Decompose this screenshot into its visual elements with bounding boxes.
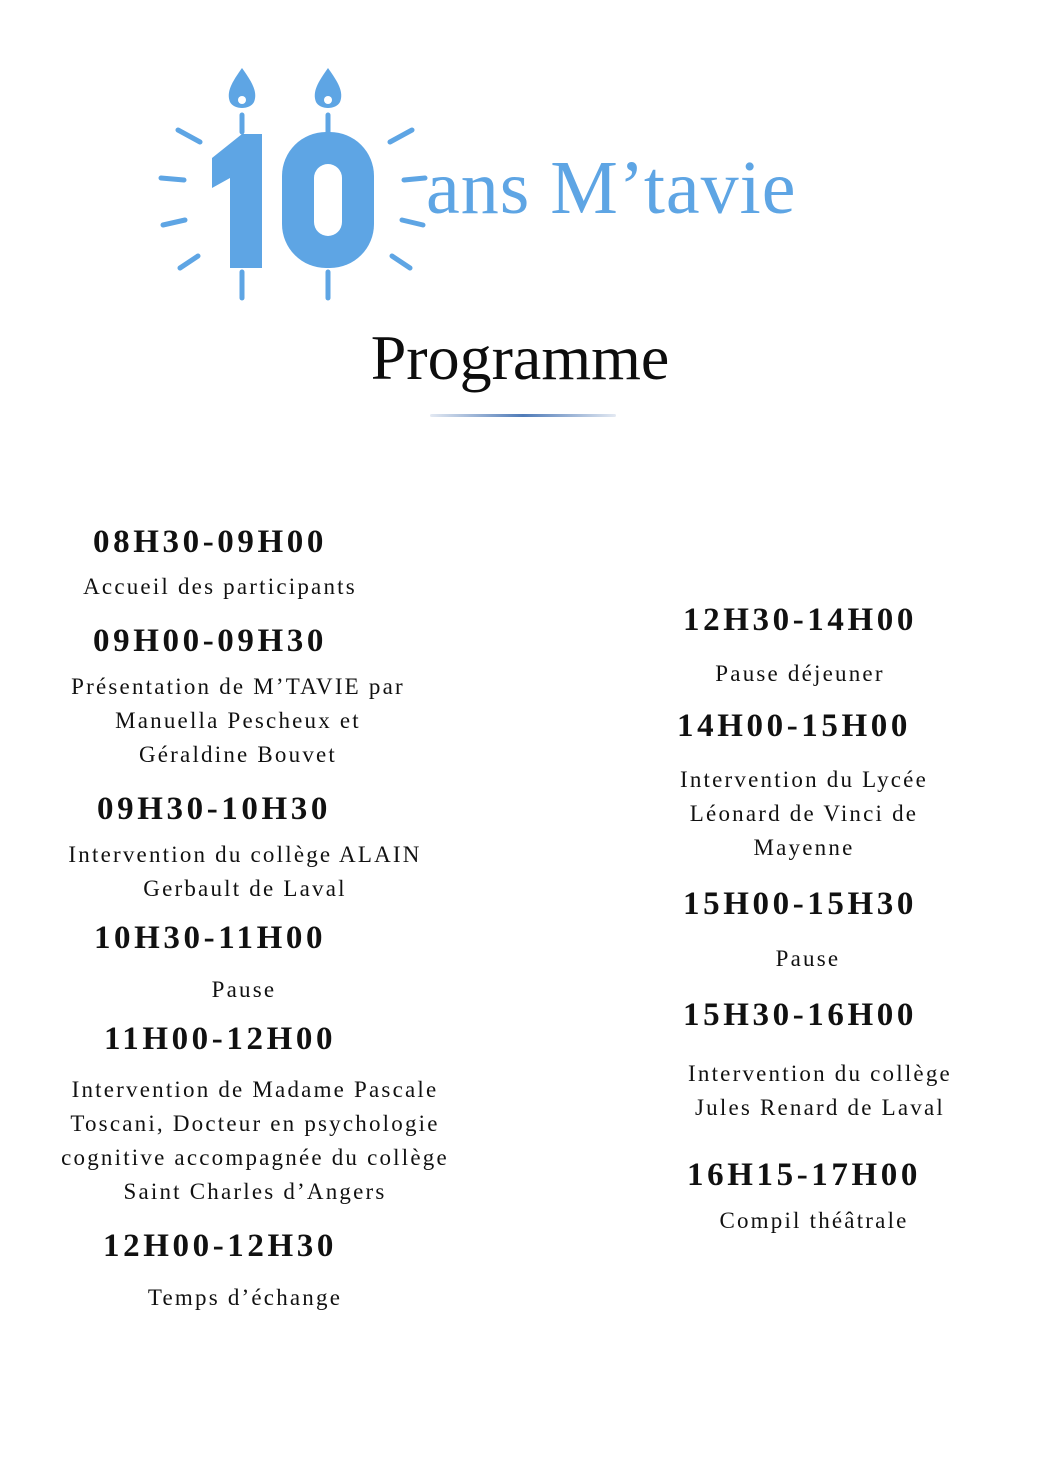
description-1500 (608, 942, 1008, 976)
ten-candles-logo-icon (150, 60, 440, 310)
desc-line: Accueil des participants (83, 574, 357, 599)
desc-line: Géraldine Bouvet (138, 742, 338, 767)
desc-line: Jules Renard de Laval (695, 1095, 945, 1120)
desc-line: Manuella Pescheux et (115, 708, 361, 733)
description-0900 (0, 670, 476, 772)
time-slot-1230: 12H30-14H00 (683, 602, 917, 638)
description-1100 (10, 1073, 500, 1209)
desc-line: Gerbault de Laval (143, 876, 347, 901)
description-1200 (45, 1281, 445, 1315)
description-0930 (10, 838, 480, 906)
time-slot-0830: 08H30-09H00 (93, 524, 327, 560)
desc-line: Mayenne (753, 835, 855, 860)
page-title: Programme (370, 322, 670, 393)
description-1230 (600, 657, 1000, 691)
desc-line: Temps d’échange (147, 1285, 343, 1310)
description-1615 (614, 1204, 1014, 1238)
desc-line: Saint Charles d’Angers (123, 1179, 387, 1204)
time-slot-0930: 09H30-10H30 (97, 791, 331, 827)
desc-line: Pause (211, 977, 277, 1002)
description-1400 (594, 763, 1014, 865)
time-slot-1530: 15H30-16H00 (683, 997, 917, 1033)
description-0830 (20, 570, 420, 604)
title-underline (430, 414, 616, 417)
desc-line: Léonard de Vinci de (689, 801, 919, 826)
desc-line: Toscani, Docteur en psychologie (70, 1111, 440, 1136)
time-slot-0900: 09H00-09H30 (93, 623, 327, 659)
time-slot-1615: 16H15-17H00 (687, 1157, 921, 1193)
desc-line: Présentation de M’TAVIE par (71, 674, 405, 699)
description-1530 (610, 1057, 1030, 1125)
desc-line: Pause (775, 946, 841, 971)
time-slot-1200: 12H00-12H30 (103, 1228, 337, 1264)
time-slot-1100: 11H00-12H00 (103, 1021, 337, 1057)
logo-text: ans M’tavie (426, 146, 797, 230)
time-slot-1500: 15H00-15H30 (683, 886, 917, 922)
time-slot-1030: 10H30-11H00 (93, 920, 327, 956)
description-1030 (44, 973, 444, 1007)
desc-line: Pause déjeuner (715, 661, 885, 686)
desc-line: Compil théâtrale (719, 1208, 909, 1233)
desc-line: cognitive accompagnée du collège (61, 1145, 449, 1170)
desc-line: Intervention de Madame Pascale (71, 1077, 439, 1102)
desc-line: Intervention du collège ALAIN (68, 842, 422, 867)
time-slot-1400: 14H00-15H00 (677, 708, 911, 744)
desc-line: Intervention du collège (688, 1061, 952, 1086)
desc-line: Intervention du Lycée (679, 767, 928, 792)
